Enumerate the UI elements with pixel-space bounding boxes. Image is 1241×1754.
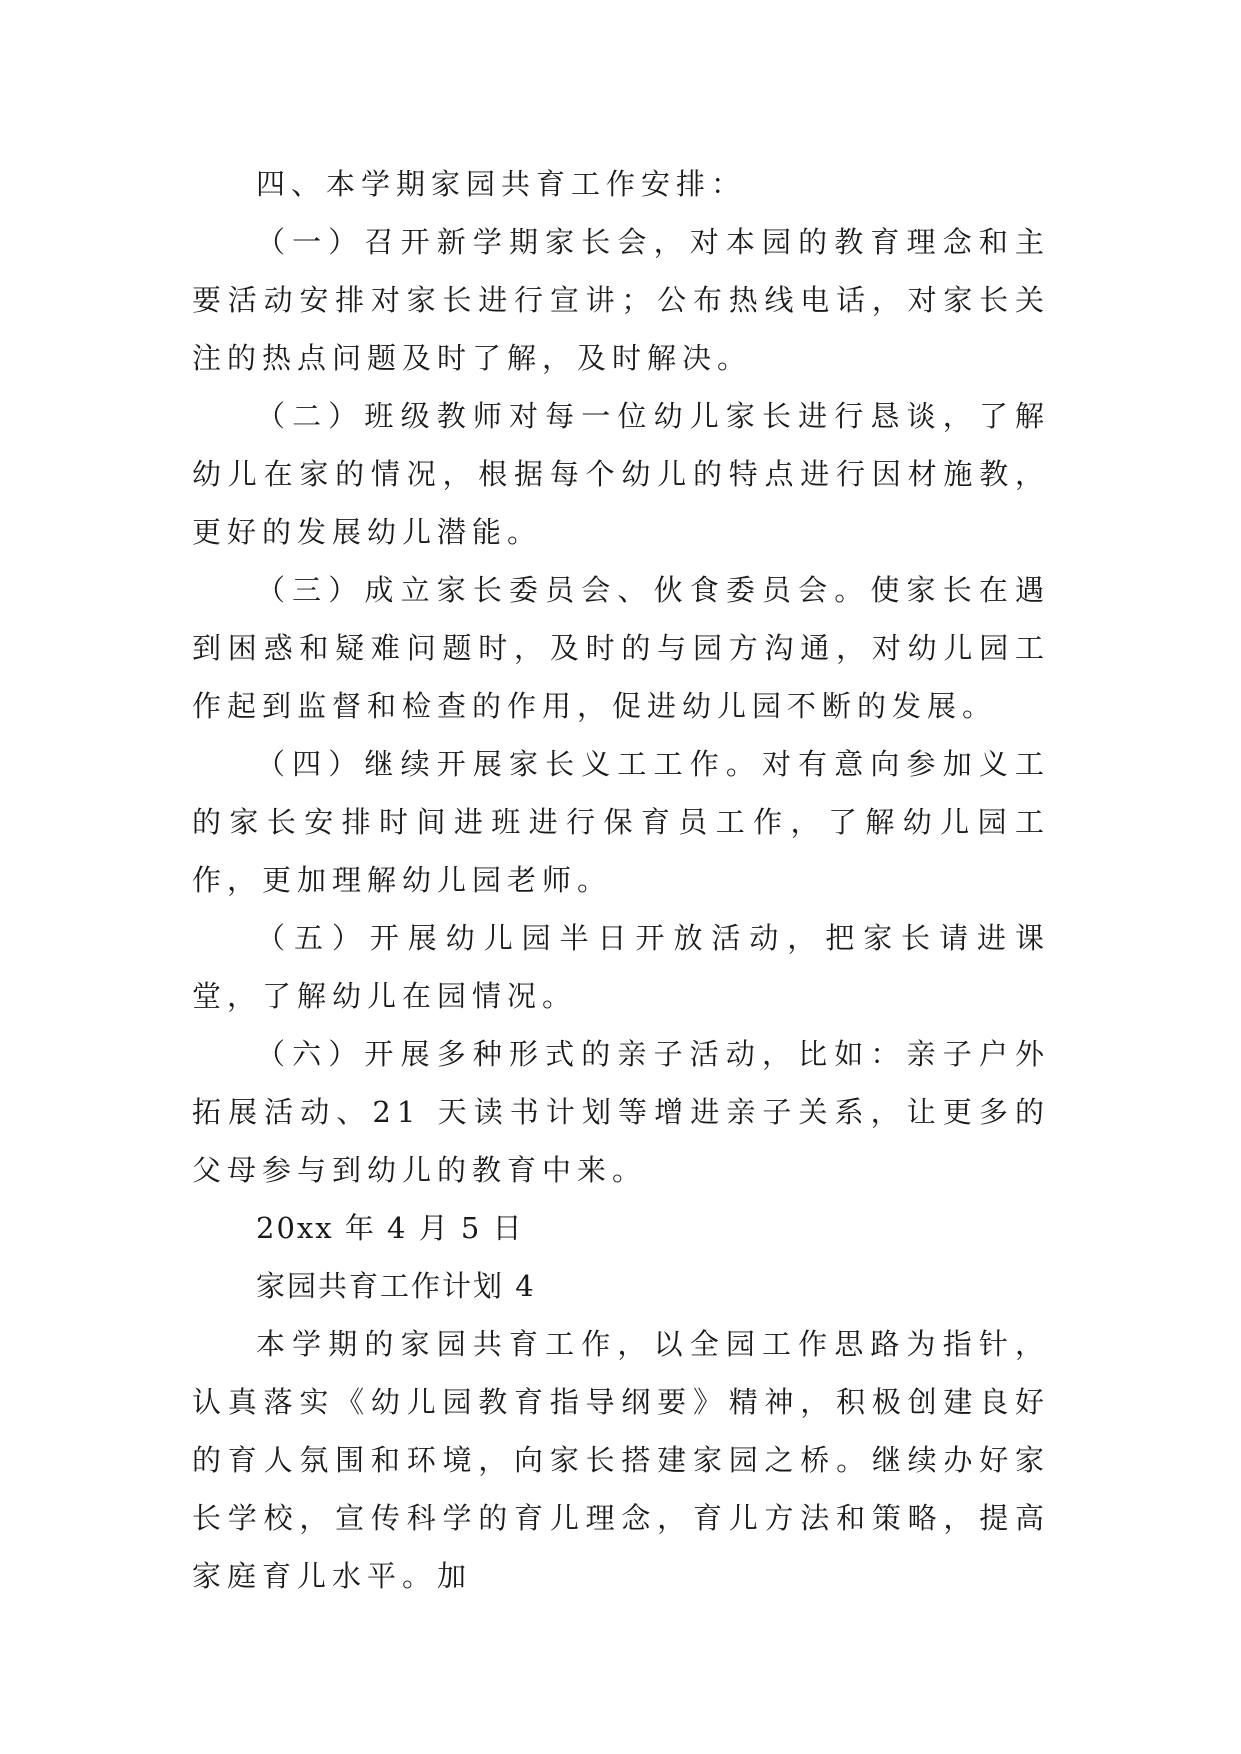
paragraph-item-5: （五）开展幼儿园半日开放活动，把家长请进课堂，了解幼儿在园情况。 — [192, 921, 1050, 1013]
document-body — [192, 155, 1050, 1605]
document-date: 20xx 年 4 月 5 日 — [256, 1211, 524, 1245]
paragraph-item-2: （二）班级教师对每一位幼儿家长进行恳谈，了解幼儿在家的情况，根据每个幼儿的特点进行因材施教，更好的发展幼儿潜能。 — [192, 399, 1050, 549]
paragraph-item-3: （三）成立家长委员会、伙食委员会。使家长在遇到困惑和疑难问题时，及时的与园方沟通，对幼儿园工作起到监督和检查的作用，促进幼儿园不断的发展。 — [192, 573, 1050, 723]
paragraph-item-1: （一）召开新学期家长会，对本园的教育理念和主要活动安排对家长进行宣讲；公布热线电话，对家长关注的热点问题及时了解，及时解决。 — [192, 225, 1050, 375]
intro-paragraph: 本学期的家园共育工作，以全园工作思路为指针，认真落实《幼儿园教育指导纲要》精神，积极创建良好的育人氛围和环境，向家长搭建家园之桥。继续办好家长学校，宣传科学的育儿理念，育儿方法和策略，提高家庭育儿水平。加 — [192, 1327, 1050, 1593]
paragraph-item-6: （六）开展多种形式的亲子活动，比如：亲子户外拓展活动、21 天读书计划等增进亲子关系，让更多的父母参与到幼儿的教育中来。 — [192, 1037, 1050, 1187]
section-heading: 四、本学期家园共育工作安排： — [256, 167, 747, 201]
paragraph-item-4: （四）继续开展家长义工工作。对有意向参加义工的家长安排时间进班进行保育员工作，了解幼儿园工作，更加理解幼儿园老师。 — [192, 747, 1050, 897]
section-title: 家园共育工作计划 4 — [256, 1269, 536, 1303]
